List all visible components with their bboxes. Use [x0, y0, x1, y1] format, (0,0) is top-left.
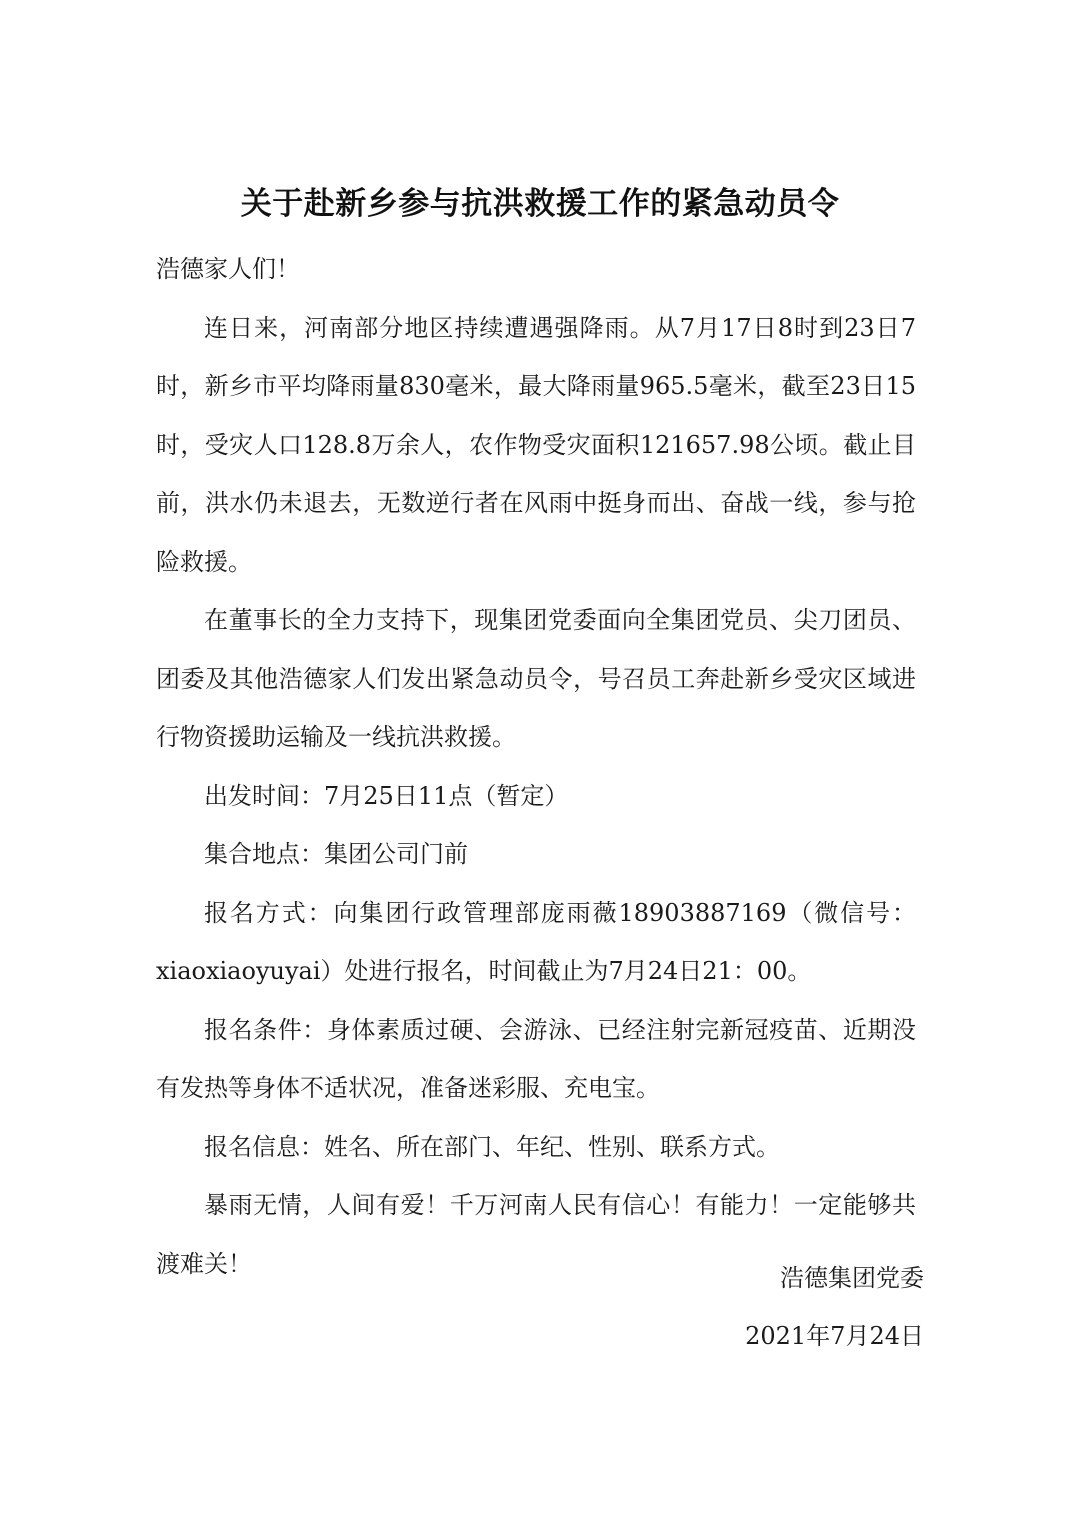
paragraph-registration-method: 报名方式：向集团行政管理部庞雨薇18903887169（微信号：xiaoxiaoyuyai）处进行报名，时间截止为7月24日21：00。	[156, 898, 916, 985]
salutation: 浩德家人们！	[156, 255, 300, 283]
paragraph-flood-situation: 连日来，河南部分地区持续遭遇强降雨。从7月17日8时到23日7时，新乡市平均降雨量830毫米，最大降雨量965.5毫米，截至23日15时，受灾人口128.8万余人，农作物受灾面积121657.98公顷。截止目前，洪水仍未退去，无数逆行者在风雨中挺身而出、奋战一线，参与抢险救援。	[156, 313, 916, 576]
signature-date: 2021年7月24日	[745, 1322, 924, 1350]
paragraph-closing: 暴雨无情，人间有爱！千万河南人民有信心！有能力！一定能够共渡难关！	[156, 1191, 916, 1278]
document-body	[156, 240, 916, 1293]
document-title: 关于赴新乡参与抗洪救援工作的紧急动员令	[240, 186, 840, 222]
paragraph-registration-requirements: 报名条件：身体素质过硬、会游泳、已经注射完新冠疫苗、近期没有发热等身体不适状况，准备迷彩服、充电宝。	[156, 1015, 916, 1102]
paragraph-meeting-place: 集合地点：集团公司门前	[204, 840, 468, 868]
signature-organization: 浩德集团党委	[780, 1264, 924, 1292]
paragraph-registration-info: 报名信息：姓名、所在部门、年纪、性别、联系方式。	[204, 1132, 780, 1161]
paragraph-mobilization: 在董事长的全力支持下，现集团党委面向全集团党员、尖刀团员、团委及其他浩德家人们发出紧急动员令，号召员工奔赴新乡受灾区域进行物资援助运输及一线抗洪救援。	[156, 606, 916, 751]
paragraph-departure-time: 出发时间：7月25日11点（暂定）	[204, 781, 569, 810]
